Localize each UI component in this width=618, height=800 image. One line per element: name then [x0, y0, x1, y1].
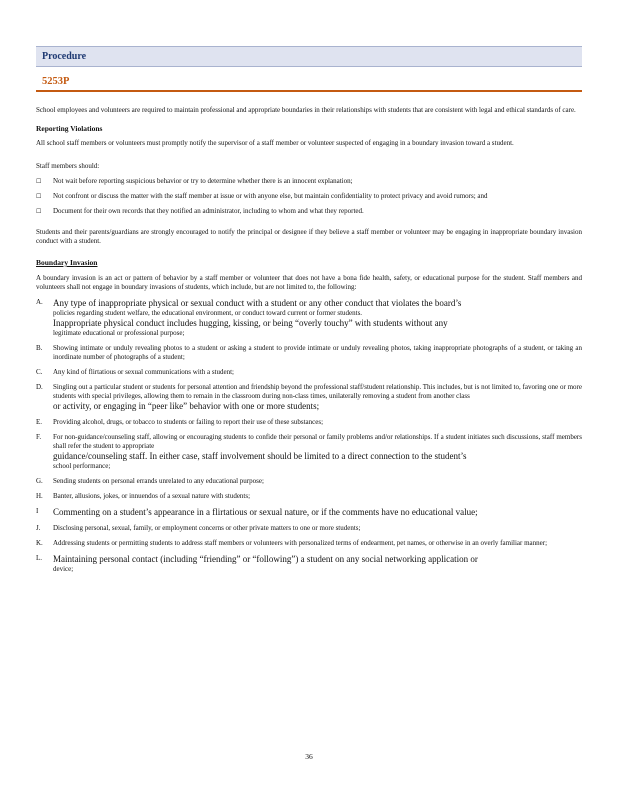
reporting-bullet-list [36, 177, 582, 216]
boundary-heading: Boundary Invasion [36, 258, 98, 267]
document-page [36, 46, 582, 574]
list-item: ☐ Document for their own records that they notified an administrator, including to whom and what they reported. [36, 207, 364, 215]
list-item: A. Any type of inappropriate physical or sexual conduct with a student or any other conduct that violates the board’s policies regarding student welfare, the educational environment, or conduct toward current or former students. Inappropriate physical conduct includes hugging, kissing, or being “overly touchy” with students without any legitimate educational or professional purpose; [36, 298, 462, 337]
list-item: G. Sending students on personal errands unrelated to any educational purpose; [36, 477, 264, 485]
procedure-code: 5253P [36, 74, 582, 92]
list-item: D. Singling out a particular student or students for personal attention and friendship beyond the professional staff/student relationship. This includes, but is not limited to, favoring one or more students with special privileges, allowing them to remain in the classroom during non-class times, unilaterally removing a student from another class or activity, or engaging in “peer like” behavior with one or more students; [36, 383, 582, 411]
list-item: F. For non-guidance/counseling staff, allowing or encouraging students to confide their personal or family problems and/or relationships. If a student initiates such discussions, staff members shall refer the student to appropriate guidance/counseling staff. In either case, staff involvement should be limited to a direct connection to the student’s school performance; [36, 433, 582, 470]
boundary-definition: A boundary invasion is an act or pattern of behavior by a staff member or volunteer that does not have a bona fide health, safety, or educational purpose for the student. Staff members and volunteers shall not engage in boundary invasions of students, which include, but are not limited to, the following: [36, 274, 582, 291]
list-item: E. Providing alcohol, drugs, or tobacco to students or failing to report their use of these substances; [36, 418, 324, 426]
reporting-heading: Reporting Violations [36, 124, 103, 133]
list-item: L. Maintaining personal contact (including “friending” or “following”) a student on any social networking application or device; [36, 554, 478, 573]
list-item: B. Showing intimate or unduly revealing photos to a student or asking a student to provide intimate or unduly revealing photos, taking inappropriate photographs of a student, or taking an inordinate number of photographs of a student; [36, 344, 582, 361]
list-item: C. Any kind of flirtatious or sexual communications with a student; [36, 368, 234, 376]
reporting-paragraph: All school staff members or volunteers must promptly notify the supervisor of a staff member or volunteer suspected of engaging in a boundary invasion toward a student. [36, 139, 514, 147]
encourage-paragraph: Students and their parents/guardians are strongly encouraged to notify the principal or designee if they believe a staff member or volunteer may be engaging in inappropriate boundary invasion conduct with a student. [36, 228, 582, 245]
procedure-header: Procedure [36, 46, 582, 67]
list-item: ☐ Not wait before reporting suspicious behavior or try to determine whether there is an innocent explanation; [36, 177, 353, 185]
bullet-box-icon: ☐ [36, 193, 42, 200]
intro-paragraph: School employees and volunteers are required to maintain professional and appropriate boundaries in their relationships with students that are consistent with legal and ethical standards of care. [36, 106, 576, 114]
list-item: K. Addressing students or permitting students to address staff members or volunteers with personalized terms of endearment, pet names, or otherwise in an overly familiar manner; [36, 539, 548, 547]
list-item: J. Disclosing personal, sexual, family, or employment concerns or other private matters to one or more students; [36, 524, 361, 532]
bullet-box-icon: ☐ [36, 178, 42, 185]
page-number: 36 [305, 752, 313, 761]
list-item: I Commenting on a student’s appearance in a flirtatious or sexual nature, or if the comments have no educational value; [36, 507, 478, 517]
bullet-box-icon: ☐ [36, 208, 42, 215]
boundary-list [36, 298, 582, 574]
list-item: H. Banter, allusions, jokes, or innuendos of a sexual nature with students; [36, 492, 251, 500]
staff-should-label: Staff members should: [36, 162, 100, 170]
list-item: ☐ Not confront or discuss the matter with the staff member at issue or with anyone else, but maintain confidentiality to protect privacy and avoid rumors; and [36, 192, 488, 200]
